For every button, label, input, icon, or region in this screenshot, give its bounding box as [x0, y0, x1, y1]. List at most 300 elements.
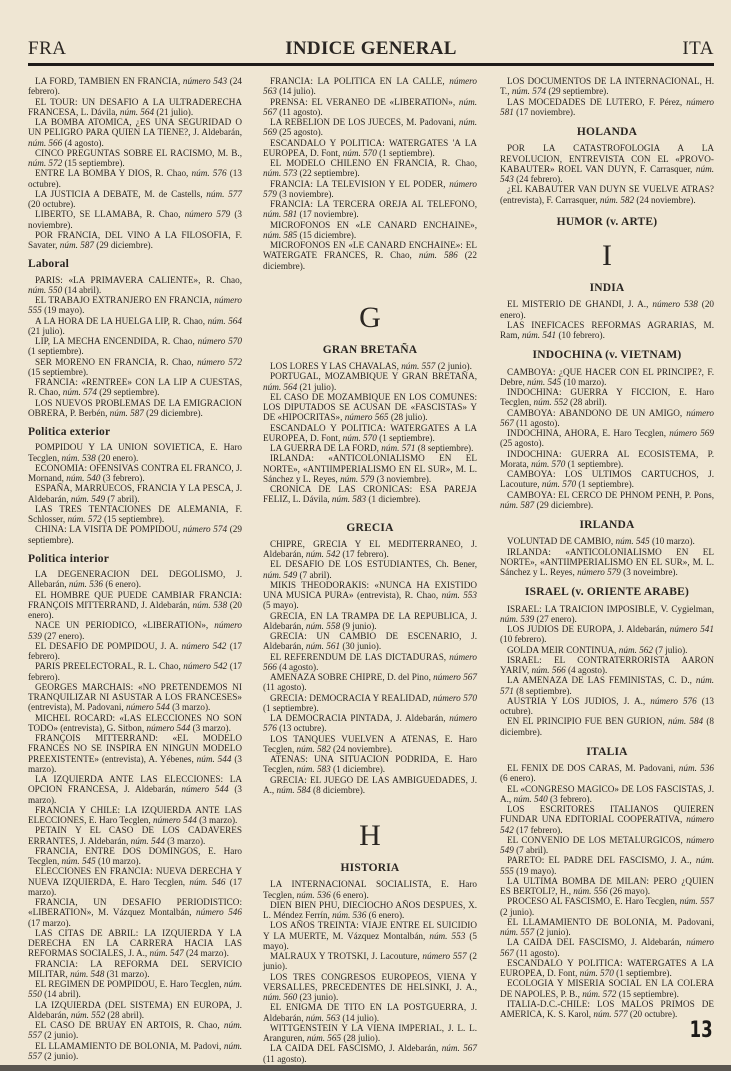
- entry-issue-number: núm. 545: [615, 536, 650, 547]
- index-entry: [263, 539, 477, 560]
- entry-date: (10 marzo).: [561, 376, 607, 387]
- entry-title: LA GUERRA DE LA FORD,: [270, 443, 382, 453]
- index-entry: [28, 76, 242, 97]
- entry-title: ESCANDALO Y POLITICA: WATERGATES A LA EUROPEA, D. Font,: [263, 422, 477, 443]
- entry-date: (19 mayo).: [513, 865, 557, 876]
- entry-date: (24 noviembre).: [634, 194, 696, 205]
- entry-issue-number: número 546: [196, 907, 242, 918]
- index-entry: [500, 655, 714, 676]
- entry-date: (25 agosto).: [276, 127, 323, 138]
- entry-issue-number: núm. 566: [28, 137, 63, 148]
- entry-date: (7 abril).: [513, 845, 549, 855]
- entry-issue-number: núm. 574: [62, 387, 97, 398]
- entry-date: (17 febrero).: [28, 640, 242, 661]
- index-entry: [263, 900, 477, 921]
- entry-list: [28, 76, 242, 250]
- entry-title: WITTGENSTEIN Y LA VIENA IMPERIAL, J. L. L. Aranguren,: [263, 1022, 477, 1043]
- entry-issue-number: núm. 572: [582, 988, 617, 999]
- entry-date: (28 julio).: [341, 1033, 381, 1043]
- entry-issue-number: núm. 587: [109, 407, 144, 418]
- index-entry: [263, 734, 477, 755]
- index-entry: [263, 652, 477, 673]
- index-entry: [28, 733, 242, 774]
- entry-issue-number: núm. 557: [679, 896, 714, 907]
- entry-issue-number: núm. 581: [263, 209, 298, 220]
- page-edge: [0, 1065, 731, 1071]
- entry-date: (3 noviembre).: [374, 473, 432, 484]
- entry-title: LA CAIDA DEL FASCISMO, J. Aldebarán,: [507, 937, 687, 948]
- index-entry: [28, 1000, 242, 1021]
- entry-title: EL LLAMAMIENTO DE BOLONIA, M. Padovi,: [35, 1040, 224, 1051]
- section-heading: HUMOR (v. ARTE): [556, 215, 658, 228]
- entry-list: [263, 76, 477, 271]
- entry-date: (3 marzo).: [28, 784, 242, 805]
- entry-date: (20 enero).: [500, 299, 715, 320]
- entry-title: EL FENIX DE DOS CARAS, M. Padovani,: [507, 763, 679, 773]
- index-entry: [28, 209, 242, 230]
- entry-date: (29 septiembre).: [546, 86, 609, 97]
- entry-date: (17 febrero).: [28, 661, 243, 682]
- index-entry: [28, 661, 242, 682]
- index-entry: [28, 504, 242, 525]
- index-entry: [500, 387, 714, 408]
- entry-title: LAS INEFICACES REFORMAS AGRARIAS, M. Ram,: [500, 319, 714, 340]
- entry-issue-number: número 544: [152, 815, 197, 825]
- entry-title: LA DEMOCRACIA PINTADA, J. Aldebarán,: [270, 713, 450, 723]
- entry-date: (22 septiembre).: [297, 168, 360, 179]
- index-entry: [28, 295, 242, 316]
- entry-issue-number: número 549: [500, 834, 714, 855]
- entry-title: POR LA CATASTROFOLOGIA A LA REVOLUCION, ENTREVISTA CON EL «PROVO-KABAUTER» ROEL VAN DUYN, F. Carrasquer,: [500, 143, 714, 174]
- entry-issue-number: núm. 543: [500, 163, 714, 184]
- entry-date: (29 septiembre).: [28, 524, 242, 545]
- section-heading: Politica exterior: [28, 426, 111, 438]
- index-entry: [28, 713, 242, 734]
- entry-date: (1 septiembre).: [376, 147, 435, 158]
- entry-date: (20 enero).: [28, 599, 242, 620]
- index-entry: [28, 524, 242, 545]
- entry-date: (20 octubre).: [627, 1009, 678, 1019]
- entry-title: FRANCIA, UN DESAFIO PERIODISTICO: «LIBERATION», M. Vázquez Montalbán,: [28, 897, 242, 918]
- entry-title: ESPAÑA, MARRUECOS, FRANCIA Y LA PESCA, J. Aldebarán,: [28, 483, 242, 504]
- entry-date: (13 octubre).: [500, 695, 715, 716]
- entry-date: (11 agosto).: [263, 682, 307, 693]
- entry-issue-number: núm. 536: [332, 910, 367, 920]
- entry-title: LOS LORES Y LAS CHAVALAS,: [270, 361, 402, 371]
- index-entry: [500, 917, 714, 938]
- header-rule: [28, 63, 714, 66]
- entry-issue-number: núm. 587: [500, 499, 535, 510]
- entry-title: CRONICA DE LAS CRONICAS: ESA PAREJA FELIZ, L. Dávila,: [263, 484, 477, 505]
- entry-date: (6 enero).: [500, 773, 536, 784]
- entry-issue-number: número 542: [500, 814, 714, 835]
- index-entry: [500, 536, 714, 546]
- entry-title: FRANÇOIS MITTERRAND: «EL MODELO FRANCES NO SE INSPIRA EN NINGUN MODELO PREEXISTENTE» (entrevista), A. Yébenes,: [28, 733, 242, 764]
- index-entry: [500, 367, 714, 388]
- entry-date: (7 abril).: [297, 569, 332, 580]
- entry-date: (2 junio).: [534, 927, 571, 937]
- entry-title: INDOCHINA: GUERRA Y FICCION, E. Haro Tecglen,: [500, 387, 714, 408]
- entry-issue-number: número 570: [197, 336, 242, 346]
- entry-date: (14 julio).: [340, 1012, 380, 1023]
- page-title: INDICE GENERAL: [285, 38, 457, 59]
- entry-issue-number: número 579: [577, 567, 621, 577]
- entry-date: (27 enero).: [41, 630, 85, 641]
- entry-date: (29 diciembre).: [93, 240, 153, 250]
- index-entry: [500, 469, 714, 490]
- entry-date: (29 diciembre).: [143, 407, 203, 418]
- entry-title: LOS TRES CONGRESOS EUROPEOS, VIENA Y VERSALLES, PRECEDENTES DE HELSINKI, J. A.,: [263, 971, 477, 992]
- entry-issue-number: núm. 541: [521, 330, 557, 340]
- entry-title: LAS TRES TENTACIONES DE ALEMANIA, F. Schlosser,: [28, 503, 242, 524]
- index-entry: [500, 624, 714, 645]
- entry-issue-number: núm. 562: [618, 644, 653, 655]
- entry-issue-number: núm. 549: [70, 493, 106, 504]
- entry-title: LAS MOCEDADES DE LUTERO, F. Pérez,: [507, 96, 687, 107]
- index-entry: [500, 547, 714, 578]
- entry-date: (20 octubre).: [28, 199, 76, 209]
- entry-issue-number: núm. 583: [331, 494, 367, 505]
- entry-issue-number: núm. 536: [296, 889, 331, 900]
- index-entry: [500, 184, 714, 205]
- entry-title: ESCANDALO Y POLITICA: WATERGATES A LA EUROPEA, D. Font,: [500, 957, 714, 978]
- entry-issue-number: número 567: [500, 937, 714, 958]
- entry-title: PARETO: EL PADRE DEL FASCISMO, J. A.,: [507, 855, 696, 866]
- entry-date: (28 julio).: [388, 412, 428, 423]
- entry-list: [500, 367, 714, 511]
- entry-date: (2 junio).: [41, 1030, 79, 1041]
- entry-date: (21 julio).: [297, 381, 337, 392]
- index-entry: [263, 179, 477, 200]
- entry-title: ENTRE LA BOMBA Y DIOS, R. Chao,: [35, 168, 192, 179]
- index-entry: [263, 199, 477, 220]
- entry-date: (2 junio).: [263, 951, 478, 972]
- entry-issue-number: núm. 539: [500, 613, 535, 624]
- entry-title: EL MISTERIO DE GHANDI, J. A.,: [507, 299, 653, 310]
- entry-title: NACE UN PERIODICO, «LIBERATION»,: [35, 620, 215, 631]
- index-entry: [263, 76, 477, 97]
- entry-date: (3 noviembre).: [276, 188, 334, 199]
- letter-divider: H: [359, 819, 381, 852]
- entry-date: (6 enero).: [330, 889, 369, 900]
- entry-issue-number: núm. 550: [28, 979, 242, 1000]
- entry-date: (3 marzo).: [28, 753, 242, 774]
- section-heading: INDOCHINA (v. VIETNAM): [532, 349, 682, 362]
- entry-date: (19 mayo).: [41, 305, 85, 316]
- entry-list: [500, 604, 714, 737]
- index-entry: [263, 453, 477, 484]
- entry-date: (1 septiembre).: [28, 346, 84, 357]
- index-entry: [500, 716, 714, 737]
- entry-title: PARIS PREELECTORAL, R. L. Chao,: [35, 661, 184, 672]
- index-entry: [500, 999, 714, 1020]
- entry-issue-number: núm. 561: [305, 641, 341, 652]
- index-entry: [28, 590, 242, 621]
- entry-title: IRLANDA: «ANTICOLONIALISMO EN EL NORTE», «ANTIIMPERIALISMO EN EL SUR», M. L. Sánchez y L. Reyes,: [263, 453, 477, 484]
- entry-issue-number: núm. 536: [678, 763, 714, 773]
- entry-issue-number: núm. 573: [263, 168, 298, 179]
- index-entry: [500, 835, 714, 856]
- entry-issue-number: núm. 553: [441, 590, 477, 600]
- index-entry: [500, 675, 714, 696]
- entry-issue-number: núm. 552: [533, 397, 568, 408]
- entry-date: (15 septiembre).: [62, 158, 125, 168]
- entry-title: MICHEL ROCARD: «LAS ELECCIONES NO SON TODO» (entrevista), G. Sitbon,: [28, 712, 242, 733]
- index-entry: [28, 979, 242, 1000]
- index-entry: [263, 713, 477, 734]
- entry-issue-number: núm. 557: [500, 927, 535, 937]
- entry-date: (14 julio).: [276, 86, 316, 97]
- entry-date: (1 septiembre).: [263, 702, 319, 713]
- index-entry: [500, 143, 714, 184]
- entry-issue-number: núm. 550: [28, 284, 63, 295]
- entry-issue-number: número 579: [263, 178, 477, 199]
- entry-title: FRANCIA: «RENTREE» CON LA LIP A CUESTAS, R. Chao,: [28, 377, 242, 398]
- index-entry: [263, 951, 477, 972]
- entry-date: (28 abril).: [567, 397, 607, 408]
- entry-date: (4 agosto).: [276, 661, 319, 672]
- entry-title: LIP, LA MECHA ENCENDIDA, R. Chao,: [35, 336, 198, 346]
- entry-date: (1 diciembre).: [330, 764, 386, 775]
- entry-date: (8 diciembre).: [500, 716, 714, 737]
- entry-issue-number: número 542: [183, 661, 228, 672]
- index-entry: [500, 490, 714, 511]
- entry-title: CAMBOYA: ¿QUE HACER CON EL PRINCIPE?, F. Debre,: [500, 366, 714, 387]
- entry-title: LA IZQUIERDA ANTE LAS ELECCIONES: LA OPCION FRANCESA, J. Aldebarán,: [28, 774, 242, 795]
- entry-date: (3 marzo).: [169, 702, 211, 713]
- header-range-end: ITA: [682, 38, 714, 59]
- index-entry: [500, 428, 714, 449]
- entry-title: CHIPRE, GRECIA Y EL MEDITERRANEO, J. Aldebarán,: [263, 538, 477, 559]
- entry-title: ESCANDALO Y POLITICA: WATERGATES 'A LA EUROPEA, D. Font,: [263, 137, 477, 158]
- entry-issue-number: núm. 576: [191, 168, 227, 179]
- entry-issue-number: núm. 574: [511, 86, 547, 97]
- entry-title: EL ENIGMA DE TITO EN LA POSTGUERRA, J. Aldebarán,: [263, 1002, 477, 1023]
- entry-date: (1 septiembre).: [576, 479, 634, 490]
- entry-issue-number: núm. 582: [599, 194, 635, 205]
- entry-date: (6 enero).: [366, 910, 405, 920]
- column-1: [28, 76, 242, 1061]
- entry-title: EL MODELO CHILENO EN FRANCIA, R. Chao,: [270, 158, 477, 168]
- entry-issue-number: número 544: [125, 702, 170, 713]
- entry-title: GRECIA, EN LA TRAMPA DE LA REPUBLICA, J. Aldebarán,: [263, 610, 477, 631]
- entry-issue-number: núm. 584: [668, 716, 704, 727]
- index-entry: [500, 604, 714, 625]
- entry-date: (28 abril).: [105, 1009, 145, 1020]
- entry-list: [500, 763, 714, 1019]
- entry-issue-number: núm. 570: [579, 968, 614, 978]
- entry-issue-number: número 555: [28, 295, 242, 316]
- entry-date: (2 junio).: [41, 1050, 79, 1061]
- index-entry: [263, 138, 477, 159]
- entry-date: (3 febrero).: [100, 473, 145, 483]
- entry-date: (17 febrero).: [340, 549, 389, 559]
- entry-title: CHINA: LA VISITA DE POMPIDOU,: [35, 524, 183, 535]
- entry-title: AUSTRIA Y LOS JUDIOS, J. A.,: [507, 695, 651, 706]
- entry-date: (24 noviembre).: [330, 743, 393, 754]
- index-entry: [263, 1043, 477, 1064]
- entry-date: (1 diciembre).: [366, 494, 421, 505]
- index-entry: [28, 463, 242, 484]
- index-entry: [263, 220, 477, 241]
- entry-date: (29 diciembre).: [534, 499, 594, 510]
- entry-issue-number: número 543: [182, 76, 228, 86]
- entry-issue-number: número 574: [182, 524, 228, 535]
- entry-date: (3 febrero).: [547, 793, 592, 804]
- running-header: [28, 38, 714, 64]
- entry-issue-number: número 569: [669, 428, 714, 438]
- entry-title: PROCESO AL FASCISMO, E. Haro Tecglen,: [507, 896, 680, 907]
- entry-list: [500, 76, 714, 117]
- entry-date: (30 junio).: [340, 641, 382, 652]
- entry-date: (17 noviembre).: [513, 106, 576, 117]
- entry-issue-number: núm. 544: [130, 835, 165, 846]
- index-entry: [28, 866, 242, 897]
- entry-date: (5 mayo).: [263, 930, 477, 951]
- entry-issue-number: núm. 569: [263, 117, 477, 138]
- entry-issue-number: número 566: [263, 651, 477, 672]
- entry-title: LOS JUDIOS DE EUROPA, J. Aldebarán,: [507, 624, 670, 634]
- entry-date: (26 mayo).: [607, 886, 651, 896]
- entry-issue-number: núm. 577: [206, 188, 242, 199]
- entry-list: [500, 536, 714, 577]
- index-entry: [263, 920, 477, 951]
- entry-issue-number: núm. 557: [28, 1040, 242, 1061]
- entry-title: LA CAIDA DEL FASCISMO, J. Aldebarán,: [270, 1043, 442, 1054]
- entry-issue-number: número 538: [652, 299, 698, 310]
- entry-list: [263, 879, 477, 1064]
- entry-title: EL LLAMAMIENTO DE BOLONIA, M. Padovani,: [507, 916, 714, 927]
- entry-issue-number: número 544: [181, 784, 229, 795]
- index-entry: [28, 275, 242, 296]
- index-entry: [263, 392, 477, 423]
- index-entry: [28, 846, 242, 867]
- entry-title: MALRAUX Y TROTSKI, J. Lacouture,: [270, 951, 423, 961]
- entry-issue-number: número 557: [422, 951, 467, 961]
- entry-date: (10 febrero).: [500, 634, 547, 645]
- entry-title: EL REGIMEN DE POMPIDOU, E. Haro Tecglen,: [35, 979, 224, 989]
- entry-title: EL TOUR: UN DESAFIO A LA ULTRADERECHA FRANCESA, L. Dávila,: [28, 96, 242, 117]
- entry-date: (3 marzo).: [190, 722, 231, 733]
- index-entry: [263, 97, 477, 118]
- entry-date: (24 febrero).: [28, 76, 243, 97]
- index-entry: [500, 937, 714, 958]
- entry-date: (24 marzo).: [183, 948, 229, 959]
- entry-title: LA ULTIMA BOMBA DE MILAN: PERO ¿QUIEN ES BERTOLI?, H.,: [500, 875, 714, 896]
- entry-date: (11 agosto).: [276, 106, 323, 117]
- entry-date: (4 agosto).: [565, 665, 608, 675]
- entry-issue-number: núm. 570: [342, 432, 377, 443]
- entry-date: (11 agosto).: [513, 417, 560, 428]
- entry-issue-number: número 581: [500, 96, 714, 117]
- entry-date: (15 septiembre).: [28, 366, 89, 377]
- index-entry: [28, 357, 242, 378]
- entry-issue-number: núm. 552: [70, 1009, 106, 1020]
- entry-issue-number: núm. 564: [263, 381, 298, 392]
- entry-title: FRANCIA, ENTRE DOS DOMINGOS, E. Haro Tecglen,: [28, 845, 242, 866]
- entry-date: (3 noveimbre).: [620, 567, 678, 577]
- entry-list: [28, 275, 242, 419]
- entry-issue-number: núm. 549: [263, 569, 298, 580]
- entry-date: (10 febrero).: [556, 330, 605, 340]
- entry-issue-number: núm. 564: [119, 106, 155, 117]
- column-3: [500, 76, 714, 1019]
- entry-title: ATENAS: UNA SITUACION PODRIDA, E. Haro Tecglen,: [263, 754, 477, 775]
- entry-title: FRANCIA: LA POLITICA EN LA CALLE,: [270, 76, 450, 86]
- index-entry: [263, 693, 477, 714]
- entry-date: (20 enero).: [95, 452, 139, 463]
- index-entry: [500, 408, 714, 429]
- index-entry: [28, 569, 242, 590]
- entry-title: SER MORENO EN FRANCIA, R. Chao,: [35, 356, 198, 367]
- index-entry: [28, 117, 242, 148]
- entry-issue-number: núm. 572: [67, 514, 102, 524]
- entry-title: LA IZQUIERDA (DEL SISTEMA) EN EUROPA, J. Aldebarán,: [28, 999, 242, 1020]
- section-heading: ITALIA: [586, 745, 628, 758]
- index-entry: [500, 978, 714, 999]
- index-entry: [500, 645, 714, 655]
- entry-title: LIBERTO, SE LLAMABA, R. Chao,: [35, 209, 185, 220]
- entry-date: (1 septiembre).: [565, 458, 624, 469]
- entry-issue-number: número 544: [146, 722, 191, 733]
- entry-issue-number: núm. 558: [305, 620, 341, 631]
- entry-date: (4 agosto).: [62, 137, 104, 148]
- section-heading: GRAN BRETAÑA: [322, 343, 418, 356]
- entry-title: A LA HORA DE LA HUELGA LIP, R. Chao,: [35, 315, 208, 326]
- entry-title: FRANCIA: LA TERCERA OREJA AL TELEFONO,: [270, 199, 477, 209]
- entry-title: EL CASO DE BRUAY EN ARTOIS, R. Chao,: [35, 1020, 224, 1030]
- index-entry: [28, 774, 242, 805]
- entry-date: (8 diciembre).: [310, 784, 366, 795]
- entry-title: INDOCHINA: GUERRA AL ECOSISTEMA, P. Morata,: [500, 448, 714, 469]
- entry-date: (27 enero).: [534, 613, 577, 624]
- index-entry: [28, 230, 242, 251]
- entry-issue-number: núm. 557: [401, 361, 436, 371]
- index-entry: [28, 620, 242, 641]
- entry-title: CAMBOYA: ABANDONO DE UN AMIGO,: [507, 407, 687, 418]
- entry-date: (7 abril).: [105, 493, 140, 504]
- entry-date: (17 marzo).: [28, 917, 71, 928]
- entry-title: ISRAEL: EL CONTRATERRORISTA AARON YARIV,: [500, 654, 714, 675]
- entry-issue-number: núm. 567: [263, 96, 477, 117]
- entry-title: CAMBOYA: LOS ULTIMOS CARTUCHOS, J. Lacouture,: [500, 469, 714, 490]
- entry-title: FRANCIA: LA TELEVISION Y EL PODER,: [270, 178, 450, 189]
- entry-issue-number: núm. 538: [192, 599, 228, 610]
- entry-date: (10 marzo).: [95, 856, 141, 866]
- entry-date: (13 octubre).: [28, 168, 242, 189]
- entry-date: (25 agosto).: [500, 438, 544, 449]
- entry-issue-number: número 541: [669, 624, 714, 634]
- entry-issue-number: núm. 544: [196, 753, 232, 764]
- entry-title: GRECIA: UN CAMBIO DE ESCENARIO, J. Aldebarán,: [263, 631, 477, 652]
- entry-title: ITALIA-D.C.-CHILE: LOS MALOS PRIMOS DE AMERICA, K. S. Karol,: [500, 998, 714, 1019]
- entry-date: (22 diciembre).: [263, 250, 477, 271]
- index-entry: [263, 559, 477, 580]
- entry-title: LA FORD, TAMBIEN EN FRANCIA,: [35, 76, 183, 86]
- entry-date: (5 mayo).: [263, 600, 299, 611]
- entry-issue-number: núm. 570: [531, 458, 566, 469]
- index-entry: [500, 449, 714, 470]
- index-entry: [263, 1002, 477, 1023]
- index-entry: [263, 631, 477, 652]
- index-entry: [263, 117, 477, 138]
- entry-issue-number: núm. 565: [306, 1033, 342, 1043]
- entry-title: LOS AÑOS TREINTA: VIAJE ENTRE EL SUICIDIO Y LA MUERTE, M. Vázquez Montalbán,: [263, 920, 477, 941]
- entry-issue-number: núm. 540: [513, 793, 548, 804]
- entry-date: (11 agosto).: [513, 947, 560, 958]
- entry-issue-number: núm. 540: [66, 473, 101, 483]
- entry-title: EL CASO DE MOZAMBIQUE EN LOS COMUNES: LOS DIPUTADOS SE ACUSAN DE «FASCISTAS» Y DE «HIPOCRITAS»,: [263, 391, 477, 423]
